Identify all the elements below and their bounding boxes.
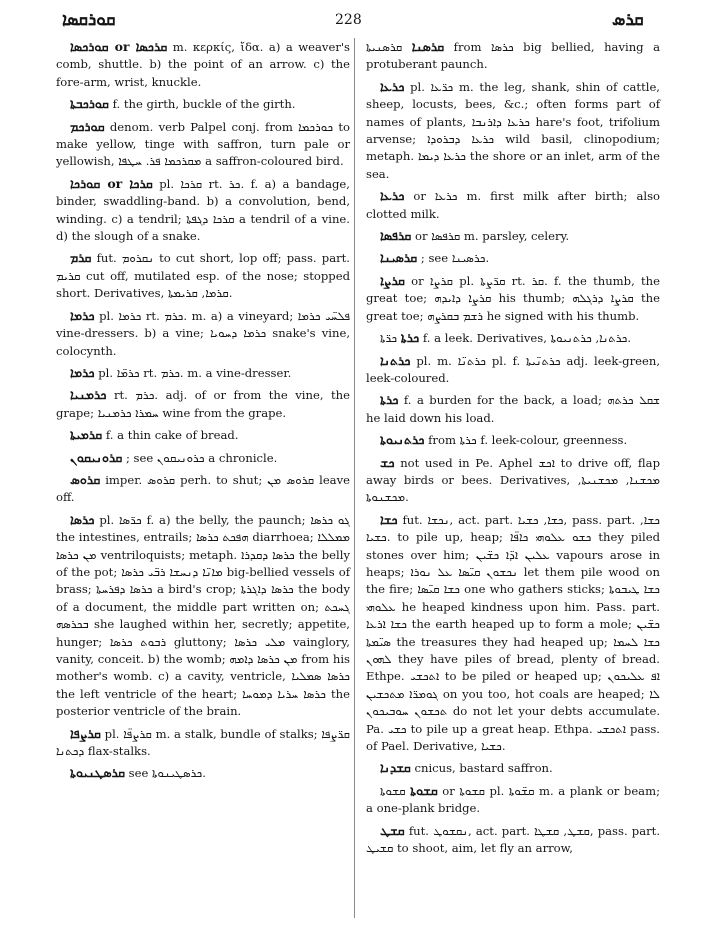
entry-headword: ܩܘܪܟܒܬܐ: [70, 96, 109, 112]
dictionary-entry: [366, 759, 660, 777]
dictionary-entry: [56, 364, 350, 382]
entry-definition: ; see ܟܪܣܝܢܐ.: [420, 251, 490, 266]
entry-definition: or ܟܪܥܐ m. first milk after birth; also clotted milk.: [366, 189, 660, 221]
entry-definition: m. κερκίς, ἴδα. a) a weaver's comb, shuttle. b) the point of an arrow. c) the fore-arm, wrist, knuckle.: [56, 40, 350, 89]
entry-definition: ܟܪ̈ܬܐ f. a leek. Derivatives, ܟܪܬܢܐ, ܟܪܬܢܝܘܬܐ.: [380, 331, 632, 346]
entry-definition: pl. ܩܪܨܦ̈ܐ m. a stalk, bundle of stalks; ܩܪ̈ܨܦܐ ܕܟܬܢܐ flax-stalks.: [56, 726, 350, 759]
entry-definition: pl. ܟܪ̈ܥܐ m. the leg, shank, shin of cattle, sheep, locusts, bees, &c.; often forms part of names of plants, ܟܪܥܐ ܕܐܪܢܒܐ hare's foot, trifolium arvense; ܟܪܥܐ ܕܒܪܘܕܐ wild basil, clinopodium; metaph. ܟܪܥܐ ܕܝܡܐ the shore or an inlet, arm of the sea.: [366, 79, 661, 181]
entry-headword: ܩܘܪܟܡ: [70, 118, 105, 134]
entry-definition: denom. verb Palpel conj. from ܟܘܪܟܡܐ to make yellow, tinge with saffron, turn pale or yellowish, ܡܩܪܟܡܐ ܦܪ. ܚܛܦܐ a saffron-coloured bird.: [56, 119, 350, 169]
dictionary-entry: [56, 386, 350, 422]
entry-definition: ; see ܟܪܘܢܝܩܘܢ a chronicle.: [125, 450, 278, 465]
entry-definition: see ܟܪܣܛܝܢܘܬܐ.: [128, 766, 206, 781]
entry-headword: ܩܪܘܣ: [70, 471, 101, 487]
entry-headword: ܩܘܪܟܣܐ or ܩܪܟܣܐ: [70, 39, 168, 54]
dictionary-entry: [56, 118, 350, 171]
column-divider: [354, 38, 355, 918]
entry-headword: ܩܪܡܝܬܐ: [70, 427, 103, 443]
entry-headword: ܟܪܥܐ: [380, 78, 405, 94]
dictionary-entry: [56, 471, 350, 507]
dictionary-entry: [366, 38, 660, 74]
dictionary-entry: [366, 431, 660, 449]
entry-headword: ܩܪܡ: [70, 250, 92, 266]
entry-headword: ܩܫܛ: [380, 822, 405, 838]
dictionary-entry: [56, 95, 350, 113]
entry-definition: fut. ܢܩܫܘܛ, act. part. ܩܫܛ, ܩܫܛܐ, pass. part. ܩܫܝܛ to shoot, aim, let fly an arrow,: [366, 823, 661, 856]
dictionary-entry: [366, 454, 660, 507]
entry-definition: imper. ܩܪܘܣ perh. to shut; ܩܪܘܣ ܡܢ leave off.: [56, 472, 351, 505]
entry-headword: ܟܪܣܐ: [70, 511, 95, 527]
entry-definition: rt. ܟܪܡ. adj. of or from the vine, the grape; ܚܡܪܐ ܟܪܡܢܝܐ wine from the grape.: [56, 388, 351, 420]
dictionary-entry: [56, 511, 350, 721]
entry-headword: ܟܪܡܐ: [70, 307, 95, 323]
entry-headword: ܟܪܬܢܐ: [380, 352, 411, 368]
dictionary-entry: [56, 725, 350, 761]
dictionary-entry: [366, 78, 660, 183]
entry-headword: ܩܪܣܝܢܐ: [380, 250, 418, 266]
entry-definition: ܩܫܘܬܐ or ܩܫܘܬܐ pl. ܩܫ̈ܘܬܐ m. a plank or beam; a one-plank bridge.: [366, 783, 660, 816]
page-header: [0, 6, 704, 36]
entry-headword: ܩܪܣܛܢܝܘܬܐ: [70, 765, 125, 781]
entry-definition: ܩܪܣܢܝܬܐ from ܟܪܣܐ big bellied, having a protuberant paunch.: [366, 40, 660, 72]
header-right-word: ܩܪܣ: [612, 10, 644, 30]
dictionary-entry: [366, 187, 660, 223]
dictionary-entry: [56, 764, 350, 782]
entry-headword: ܩܪܨܦܐ: [70, 725, 101, 741]
entry-definition: from ܟܪܬܐ f. leek-colour, greenness.: [428, 433, 628, 448]
header-left-word: ܩܘܪܩܣܐ: [62, 10, 116, 30]
dictionary-entry: [366, 249, 660, 267]
entry-definition: not used in Pe. Aphel ܐܟܫ to drive off, flap away birds or bees. Derivatives, ܡܟܫܢܐ, ܡܟܫܢܝܬܐ, ܡܟܫܢܘܬܐ.: [366, 455, 661, 505]
entry-definition: or ܩܪܦܣܐ m. parsley, celery.: [414, 229, 570, 244]
dictionary-entry: [366, 227, 660, 245]
entry-definition: pl. ܩܪܟܐ rt. ܟܪ. f. a) a bandage, binder, swaddling-band. b) a convolution, bend, winding. c) a tendril; ܩܪܟܐ ܕܓܦܬܐ a tendril of a vine. d) the slough of a snake.: [56, 176, 350, 244]
entry-headword: ܩܪܘܢܝܩܘܢ: [70, 449, 123, 465]
dictionary-entry: [56, 449, 350, 467]
dictionary-entry: [366, 822, 660, 858]
dictionary-entry: [56, 426, 350, 444]
entry-definition: pl. ܟܪ̈ܣܐ f. a) the belly, the paunch; ܓܘ ܟܪܣܐ the intestines, entrails; ܗܦܟܬ ܟܪܣܐ diarrhoea; ܡܡܠܠܐ ܡܢ ܟܪܣܐ ventriloquists; metaph. ܟܪܣܐ ܕܩܕܪܐ the belly of the pot; ܡܐܢ̈ܐ ܕܢܚܫܐ ܪܒ̈ܝ ܟܪܣܐ big-bellied vessels of brass; ܟܪܣܐ ܕܦܪܚܬܐ a bird's crop; ܟܪܣܐ ܕܐܓܪܬܐ the body of a document, the middle part written on; ܓܚܟܬ ܒܟܪܣܗ she laughed within her, secretly; appetite, hunger; ܪܒܘܬ ܟܪܣܐ gluttony; ܡܠܝ ܟܪܣܐ vainglory, vanity, conceit. b) the womb; ܡܢ ܟܪܣܐ ܕܐܡܗ from his mother's womb. c) a cavity, ventricle, ܟܪܣܐ ܣܡܠܝܐ the left ventricle of the heart; ܟܪܣܐ ܚܪܝܐ ܕܡܘܚܐ the posterior ventricle of the brain.: [56, 512, 351, 719]
dictionary-entry: [56, 38, 350, 91]
left-column: [56, 38, 350, 787]
entry-headword: ܩܫܘܬܐ: [410, 782, 438, 798]
entry-definition: fut. ܢܟܫܐ, act. part. ܟܫܐ, ܟܫܝܐ, pass. part. ܟܫܐ, ܟܫܝܐ. to pile up, heap; ܟܫܘ ܥܠܘܗܝ ܟܐܦ̈ܐ they piled stones over him; ܥܠܝܢ ܐܕ̈ܐ ܟܫ̈ܝܢ vapours arose in heaps; ܢܟܫܘܢ ܩܝ̈ܣܐ ܥܠ ܢܘܪܐ let them pile wood on the fire; ܟܫܐ ܩܝ̈ܣܐ one who gathers sticks; ܟܫܐ ܛܝܒܘܬܐ ܥܠܘܗܝ he heaped kindness upon him. Pass. part. ܟܫܐ ܐܪܥܐ the earth heaped up to form a mole; ܟܫ̈ܝܢ ܣܝ̈ܡܬܐ the treasures they had heaped up; ܟܫܐ ܠܚܡܐ ܠܗܘܢ they have piles of bread, plenty of bread. Ethpe. ܐܬܟܫܝ to be piled or heaped up; ܐܦ ܥܠܝܟܘܢ ܓܘܡܪ̈ܐ ܡܬܟܫܝܢ on you too, hot coals are heaped; ܠܐ ܬܟܫܘܢ ܚܘܒܝܟܘܢ do not let your debts accumulate. Pa. ܟܫܝ to pile up a great heap. Ethpa. ܐܬܟܫܝ pass. of Pael. Derivative, ܟܫܝܐ.: [366, 512, 661, 754]
dictionary-entry: [56, 175, 350, 246]
entry-definition: pl. ܟܪܡ̈ܐ rt. ܟܪܡ. m. a vine-dresser.: [98, 365, 292, 380]
entry-definition: pl. m. ܟܪܬܢ̈ܐ pl. f. ܟܪܬܢ̈ܝܬܐ adj. leek-green, leek-coloured.: [366, 353, 660, 385]
entry-definition: pl. ܟܪܡܐ rt. ܟܪܡ. m. a) a vineyard; ܦܠܚ̈ܝ ܟܪܡܐ vine-dressers. b) a vine; ܟܪܡܐ ܕܚܘܝܐ snake's vine, colocynth.: [56, 308, 351, 358]
entry-headword: ܩܪܨܐ: [380, 272, 405, 288]
dictionary-entry: [366, 782, 660, 818]
entry-headword: ܟܪܡܐ: [70, 364, 95, 380]
dictionary-entry: [56, 249, 350, 302]
dictionary-entry: [366, 391, 660, 427]
entry-headword: ܟܪܬܐ: [380, 392, 399, 408]
entry-headword: ܩܫܕܢܐ: [380, 760, 411, 776]
entry-headword: ܟܫ: [380, 454, 395, 470]
dictionary-entry: [366, 511, 660, 756]
entry-definition: f. the girth, buckle of the girth.: [112, 97, 296, 112]
dictionary-entry: [56, 307, 350, 360]
dictionary-entry: [366, 329, 660, 347]
entry-headword: ܟܫܐ: [380, 511, 398, 527]
dictionary-entry: [366, 272, 660, 325]
entry-headword: ܟܪܥܐ: [380, 188, 405, 204]
right-column: [366, 38, 660, 861]
entry-headword: ܟܪܬܢܝܘܬܐ: [380, 432, 425, 448]
entry-headword: ܩܪܣܢܐ: [411, 39, 445, 54]
page-number: 228: [335, 12, 362, 28]
entry-definition: or ܩܪܨܐ pl. ܩܪ̈ܨܬܐ rt. ܩܪ. f. the thumb, the great toe; ܩܪܨܐ ܕܐܝܕܗ his thumb; ܩܪܨܐ ܕܪܓܠܗ the great toe; ܪܫܡ ܒܩܪܨܗ he signed with his thumb.: [366, 273, 660, 323]
entry-definition: f. a burden for the back, a load; ܫܩܠ ܟܪܬܗ he laid down his load.: [366, 393, 660, 425]
entry-headword: ܟܪܡܢܝܐ: [70, 387, 107, 403]
entry-headword: ܟܪܬܐ: [400, 330, 420, 346]
dictionary-entry: [366, 352, 660, 388]
entry-definition: fut. ܢܩܪܘܡ to cut short, lop off; pass. part. ܩܪܝܡ cut off, mutilated esp. of the nose; stopped short. Derivatives, ܩܪܡܐ, ܩܪܝܡܬܐ.: [56, 251, 350, 301]
entry-headword: ܩܪܦܣܐ: [380, 228, 412, 244]
entry-definition: f. a thin cake of bread.: [105, 428, 239, 443]
entry-headword: ܩܘܪܟܐ or ܩܪܟܐ: [70, 175, 153, 191]
entry-definition: cnicus, bastard saffron.: [414, 761, 553, 776]
